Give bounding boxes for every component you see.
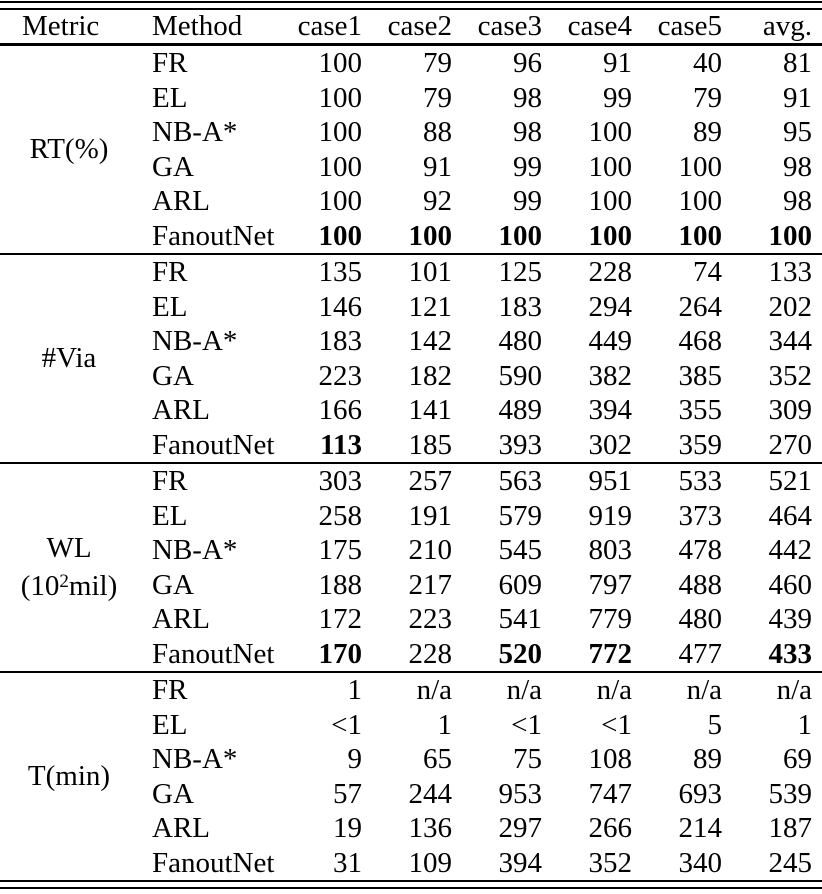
value-cell: 464 [768,499,812,532]
value-cell: 309 [768,394,812,426]
value-cell: 133 [768,256,812,288]
header-avg: avg. [762,10,812,42]
section-time [0,672,822,880]
value-cell: n/a [416,674,452,706]
value-cell: 297 [498,812,542,844]
metric-line2-post: mil) [68,570,118,602]
value-cell: 747 [588,777,632,810]
value-cell: <1 [511,708,542,741]
value-cell: 121 [408,290,452,323]
value-cell: 442 [768,534,812,566]
value-cell: 521 [768,465,812,497]
value-cell: 19 [333,812,362,844]
value-cell: 79 [423,47,452,79]
value-cell: 355 [678,394,722,426]
value-cell: 302 [588,428,632,461]
value-cell: 439 [768,603,812,635]
value-cell: 81 [783,47,812,79]
value-cell: 533 [678,465,722,497]
metric-superscript: 2 [59,571,69,592]
table-row [0,463,822,499]
value-cell: 772 [588,637,632,670]
value-cell: 223 [408,603,452,635]
value-cell: 109 [408,846,452,879]
value-cell: 1 [347,674,362,706]
method-label: FR [152,465,188,497]
value-cell: 270 [768,428,812,461]
top-double-rule [0,1,822,10]
value-cell: 191 [408,499,452,532]
value-cell: 394 [498,846,542,879]
value-cell: 480 [678,603,722,635]
value-cell: 135 [318,256,362,288]
value-cell: 5 [707,708,722,741]
value-cell: 183 [498,290,542,323]
value-cell: 100 [678,219,722,252]
value-cell: 175 [318,534,362,566]
value-cell: 92 [423,185,452,217]
header-case2: case2 [387,10,452,42]
value-cell: 98 [513,81,542,114]
method-label: NB-A* [152,116,238,148]
method-label: GA [152,568,194,601]
value-cell: 257 [408,465,452,497]
value-cell: 108 [588,743,632,775]
value-cell: 31 [333,846,362,879]
value-cell: 69 [783,743,812,775]
method-label: EL [152,290,188,323]
value-cell: 183 [318,325,362,357]
value-cell: 136 [408,812,452,844]
method-label: ARL [152,812,210,844]
metric-label-via [0,254,138,463]
value-cell: 294 [588,290,632,323]
value-cell: 188 [318,568,362,601]
value-cell: 166 [318,394,362,426]
value-cell: 146 [318,290,362,323]
metric-line1: RT(%) [29,133,109,165]
value-cell: 264 [678,290,722,323]
value-cell: 100 [678,185,722,217]
value-cell: 394 [588,394,632,426]
value-cell: 210 [408,534,452,566]
value-cell: 266 [588,812,632,844]
method-label: FR [152,47,188,79]
value-cell: 245 [768,846,812,879]
value-cell: 590 [498,359,542,392]
method-label: FanoutNet [152,428,275,461]
value-cell: 214 [678,812,722,844]
value-cell: 98 [783,150,812,183]
value-cell: 75 [513,743,542,775]
value-cell: 433 [768,637,812,670]
table-header [0,10,822,45]
value-cell: 96 [513,47,542,79]
value-cell: 488 [678,568,722,601]
value-cell: 99 [603,81,632,114]
value-cell: 91 [603,47,632,79]
value-cell: 100 [318,219,362,252]
value-cell: 57 [333,777,362,810]
value-cell: 953 [498,777,542,810]
value-cell: 359 [678,428,722,461]
table-row [0,45,822,81]
value-cell: 99 [513,185,542,217]
section-via [0,254,822,463]
value-cell: 202 [768,290,812,323]
value-cell: 258 [318,499,362,532]
value-cell: 91 [423,150,452,183]
value-cell: 797 [588,568,632,601]
method-label: GA [152,359,194,392]
value-cell: n/a [506,674,542,706]
header-case1: case1 [297,10,362,42]
value-cell: 223 [318,359,362,392]
value-cell: 74 [693,256,722,288]
value-cell: 91 [783,81,812,114]
value-cell: 100 [588,185,632,217]
method-label: EL [152,499,188,532]
metric-line1: WL [46,532,92,564]
value-cell: 65 [423,743,452,775]
method-label: ARL [152,603,210,635]
value-cell: 228 [408,637,452,670]
value-cell: 217 [408,568,452,601]
value-cell: 9 [347,743,362,775]
value-cell: 100 [768,219,812,252]
value-cell: 385 [678,359,722,392]
value-cell: 480 [498,325,542,357]
header-metric: Metric [22,10,100,42]
value-cell: 1 [797,708,812,741]
value-cell: 489 [498,394,542,426]
value-cell: 79 [423,81,452,114]
metric-line2 [0,565,138,603]
value-cell: 520 [498,637,542,670]
method-label: GA [152,150,194,183]
value-cell: 541 [498,603,542,635]
results-table [0,10,822,880]
metric-line2-pre: (10 [20,570,60,602]
value-cell: 100 [318,185,362,217]
header-case5: case5 [657,10,722,42]
value-cell: 352 [768,359,812,392]
method-label: FR [152,674,188,706]
header-case3: case3 [477,10,542,42]
header-row [0,10,822,45]
value-cell: 89 [693,743,722,775]
value-cell: <1 [601,708,632,741]
value-cell: 468 [678,325,722,357]
value-cell: n/a [686,674,722,706]
value-cell: <1 [331,708,362,741]
value-cell: 693 [678,777,722,810]
value-cell: 40 [693,47,722,79]
method-label: FanoutNet [152,219,275,252]
value-cell: 393 [498,428,542,461]
value-cell: 352 [588,846,632,879]
method-label: EL [152,708,188,741]
value-cell: 779 [588,603,632,635]
value-cell: 89 [693,116,722,148]
value-cell: 303 [318,465,362,497]
value-cell: 95 [783,116,812,148]
value-cell: 100 [588,116,632,148]
method-label: NB-A* [152,534,238,566]
value-cell: 172 [318,603,362,635]
value-cell: n/a [776,674,812,706]
value-cell: 185 [408,428,452,461]
value-cell: 340 [678,846,722,879]
metric-line1: #Via [41,342,97,374]
value-cell: 142 [408,325,452,357]
value-cell: 563 [498,465,542,497]
table-row [0,672,822,708]
value-cell: 101 [408,256,452,288]
value-cell: 460 [768,568,812,601]
value-cell: 244 [408,777,452,810]
value-cell: n/a [596,674,632,706]
value-cell: 1 [437,708,452,741]
value-cell: 478 [678,534,722,566]
method-label: FanoutNet [152,637,275,670]
value-cell: 182 [408,359,452,392]
value-cell: 187 [768,812,812,844]
value-cell: 344 [768,325,812,357]
value-cell: 98 [783,185,812,217]
value-cell: 449 [588,325,632,357]
value-cell: 545 [498,534,542,566]
value-cell: 803 [588,534,632,566]
value-cell: 100 [318,116,362,148]
method-label: GA [152,777,194,810]
header-case4: case4 [567,10,632,42]
value-cell: 141 [408,394,452,426]
value-cell: 100 [318,47,362,79]
value-cell: 98 [513,116,542,148]
value-cell: 100 [318,150,362,183]
value-cell: 100 [588,219,632,252]
metric-label-wl [0,463,138,672]
value-cell: 100 [318,81,362,114]
method-label: EL [152,81,188,114]
metric-line1: T(min) [27,760,111,792]
method-label: ARL [152,185,210,217]
value-cell: 373 [678,499,722,532]
value-cell: 228 [588,256,632,288]
value-cell: 170 [318,637,362,670]
method-label: NB-A* [152,325,238,357]
value-cell: 100 [408,219,452,252]
table-row [0,254,822,290]
method-label: FR [152,256,188,288]
value-cell: 951 [588,465,632,497]
section-wl [0,463,822,672]
method-label: NB-A* [152,743,238,775]
value-cell: 100 [678,150,722,183]
value-cell: 100 [588,150,632,183]
value-cell: 113 [320,428,362,461]
bottom-double-rule [0,880,822,889]
method-label: FanoutNet [152,846,275,879]
value-cell: 579 [498,499,542,532]
value-cell: 100 [498,219,542,252]
value-cell: 79 [693,81,722,114]
metric-label-time [0,672,138,880]
header-method: Method [152,10,243,42]
value-cell: 88 [423,116,452,148]
value-cell: 539 [768,777,812,810]
metric-label-rt [0,45,138,255]
value-cell: 99 [513,150,542,183]
section-rt [0,45,822,255]
value-cell: 919 [588,499,632,532]
method-label: ARL [152,394,210,426]
value-cell: 477 [678,637,722,670]
value-cell: 382 [588,359,632,392]
value-cell: 609 [498,568,542,601]
value-cell: 125 [498,256,542,288]
